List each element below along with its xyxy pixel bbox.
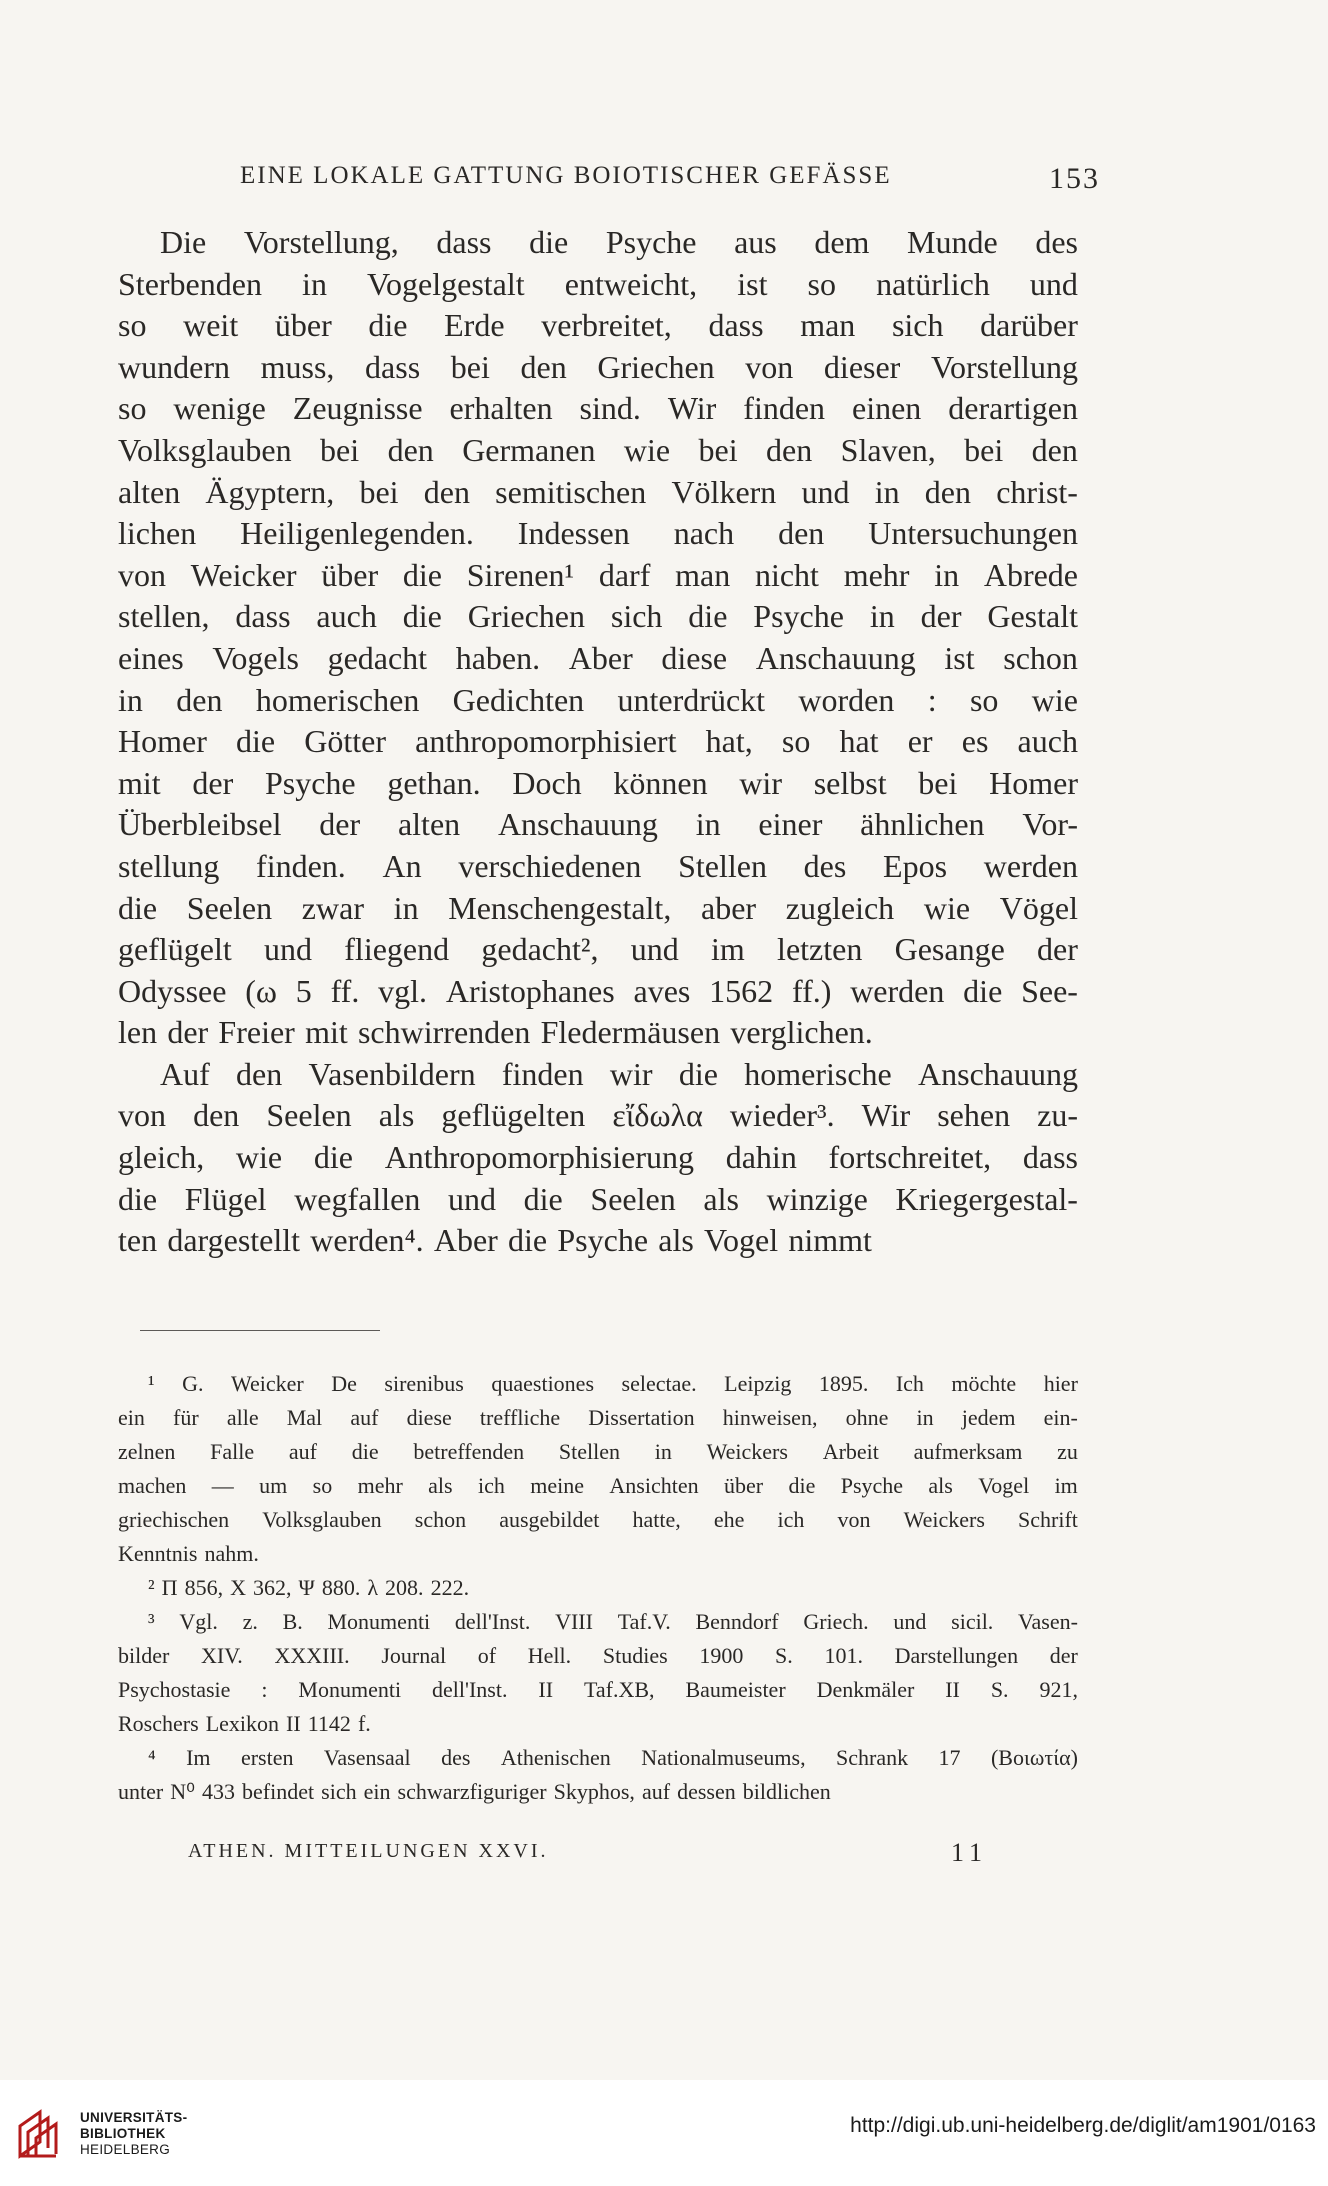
footnote-line: unter N⁰ 433 befindet sich ein schwarzfiguriger Skyphos, auf dessen bildlichen [118,1779,831,1804]
text-line: len der Freier mit schwirrenden Fledermäusen verglichen. [118,1014,873,1051]
text-line: Volksglauben bei den Germanen wie bei den Slaven, bei den [118,431,1078,468]
footnote-line: Psychostasie : Monumenti dell'Inst. II Taf.XB, Baumeister Denkmäler II S. 921, [118,1677,1078,1702]
text-line: mit der Psyche gethan. Doch können wir selbst bei Homer [118,764,1078,801]
text-line: in den homerischen Gedichten unterdrückt worden : so wie [118,681,1078,718]
text-line: die Seelen zwar in Menschengestalt, aber zugleich wie Vögel [118,889,1078,926]
footnote-line: ³ Vgl. z. B. Monumenti dell'Inst. VIII Taf.V. Benndorf Griech. und sicil. Vasen- [148,1609,1078,1634]
footnote-line: ¹ G. Weicker De sirenibus quaestiones selectae. Leipzig 1895. Ich möchte hier [148,1371,1078,1396]
footnote-line: ⁴ Im ersten Vasensaal des Athenischen Nationalmuseums, Schrank 17 (Βοιωτία) [148,1745,1078,1770]
library-name [80,2110,187,2158]
signature-number: 11 [950,1838,988,1867]
text-line: Odyssee (ω 5 ff. vgl. Aristophanes aves 1562 ff.) werden die See- [118,972,1078,1009]
text-line: Sterbenden in Vogelgestalt entweicht, ist so natürlich und [118,265,1078,302]
text-line: Homer die Götter anthropomorphisiert hat, so hat er es auch [118,723,1078,760]
library-name-line1: UNIVERSITÄTS- [80,2110,188,2125]
main-text [118,222,1078,1262]
text-line: lichen Heiligenlegenden. Indessen nach den Untersuchungen [118,515,1078,552]
running-title: EINE LOKALE GATTUNG BOIOTISCHER GEFÄSSE [240,162,892,189]
library-footer [0,2080,1328,2186]
page-number: 153 [1049,162,1100,195]
text-line: eines Vogels gedacht haben. Aber diese Anschauung ist schon [118,639,1078,676]
footnote-line: Kenntnis nahm. [118,1541,259,1566]
text-line: so weit über die Erde verbreitet, dass man sich darüber [118,307,1078,344]
footnote-line: machen — um so mehr als ich meine Ansichten über die Psyche als Vogel im [118,1473,1078,1498]
library-name-line2: BIBLIOTHEK [80,2126,166,2141]
page-header [200,158,1100,198]
text-line: gleich, wie die Anthropomorphisierung dahin fortschreitet, dass [118,1139,1078,1176]
footnote-line: Roschers Lexikon II 1142 f. [118,1711,371,1736]
footnote-line: ein für alle Mal auf diese treffliche Dissertation hinweisen, ohne in jedem ein- [118,1405,1078,1430]
text-line: Überbleibsel der alten Anschauung in einer ähnlichen Vor- [118,806,1078,843]
printer-signature [188,1838,988,1878]
signature-journal: ATHEN. MITTEILUNGEN XXVI. [188,1840,549,1862]
text-line: von Weicker über die Sirenen¹ darf man nicht mehr in Abrede [118,556,1078,593]
text-line: geflügelt und fliegend gedacht², und im letzten Gesange der [118,931,1078,968]
footnote-line: bilder XIV. XXXIII. Journal of Hell. Studies 1900 S. 101. Darstellungen der [118,1643,1078,1668]
text-line: Die Vorstellung, dass die Psyche aus dem Munde des [160,224,1078,260]
digital-collection-link[interactable]: http://digi.ub.uni-heidelberg.de/diglit/am1901/0163 [850,2114,1316,2137]
library-logo-icon [14,2106,70,2162]
text-line: von den Seelen als geflügelten εἴδωλα wieder³. Wir sehen zu- [118,1097,1078,1134]
footnotes [118,1367,1078,1809]
text-line: Auf den Vasenbildern finden wir die homerische Anschauung [160,1055,1078,1092]
library-name-line3: HEIDELBERG [80,2142,171,2157]
text-line: ten dargestellt werden⁴. Aber die Psyche als Vogel nimmt [118,1222,872,1259]
footnote-line: griechischen Volksglauben schon ausgebildet hatte, ehe ich von Weickers Schrift [118,1507,1078,1532]
footnote-separator [140,1330,380,1331]
text-line: stellung finden. An verschiedenen Stellen des Epos werden [118,847,1078,884]
footnote-line: zelnen Falle auf die betreffenden Stellen in Weickers Arbeit aufmerksam zu [118,1439,1078,1464]
text-line: alten Ägyptern, bei den semitischen Völkern und in den christ- [118,473,1078,510]
text-line: stellen, dass auch die Griechen sich die Psyche in der Gestalt [118,598,1078,635]
text-line: so wenige Zeugnisse erhalten sind. Wir finden einen derartigen [118,390,1078,427]
text-line: die Flügel wegfallen und die Seelen als winzige Kriegergestal- [118,1180,1078,1217]
footnote-line: ² Π 856, Χ 362, Ψ 880. λ 208. 222. [148,1575,470,1600]
text-line: wundern muss, dass bei den Griechen von dieser Vorstellung [118,348,1078,385]
